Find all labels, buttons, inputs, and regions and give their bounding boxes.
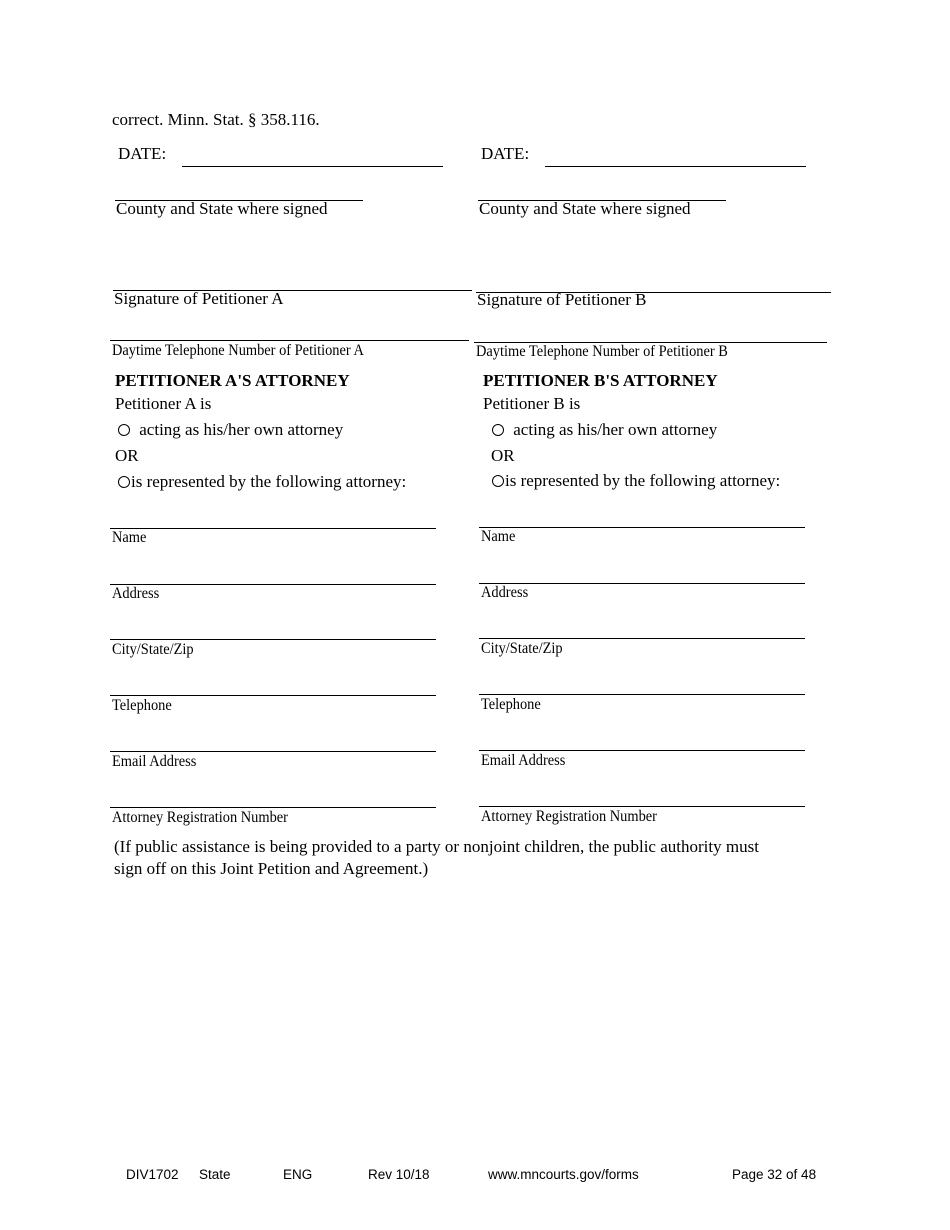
- option-represented-label-b: is represented by the following attorney:: [505, 471, 781, 490]
- radio-own-attorney-a[interactable]: [118, 424, 130, 436]
- attorney-name-label-b: Name: [481, 528, 516, 545]
- signature-label-a: Signature of Petitioner A: [114, 289, 284, 308]
- footer-language: ENG: [283, 1167, 313, 1182]
- option-own-b[interactable]: [492, 420, 717, 440]
- or-label-b: OR: [491, 446, 515, 465]
- footer-revision: Rev 10/18: [368, 1167, 430, 1182]
- attorney-registration-field-a[interactable]: [110, 807, 436, 808]
- radio-represented-b[interactable]: [492, 475, 504, 487]
- attorney-telephone-label-b: Telephone: [481, 696, 541, 713]
- attorney-address-label-b: Address: [481, 584, 529, 601]
- attorney-address-label-a: Address: [112, 585, 160, 602]
- phone-label-a: Daytime Telephone Number of Petitioner A: [112, 342, 364, 359]
- attorney-telephone-label-a: Telephone: [112, 697, 172, 714]
- option-represented-label-a: is represented by the following attorney:: [131, 472, 407, 491]
- attorney-email-field-b[interactable]: [479, 750, 805, 751]
- public-assistance-note-line2: sign off on this Joint Petition and Agreement.): [114, 859, 429, 878]
- petitioner-is-b: Petitioner B is: [483, 394, 581, 413]
- footer-page-number: Page 32 of 48: [732, 1167, 817, 1182]
- attorney-city-field-b[interactable]: [479, 638, 805, 639]
- phone-label-b: Daytime Telephone Number of Petitioner B: [476, 343, 728, 360]
- county-label-a: County and State where signed: [116, 199, 328, 218]
- option-represented-a[interactable]: [118, 472, 406, 492]
- footer-jurisdiction: State: [199, 1167, 231, 1182]
- date-label-a: DATE:: [118, 144, 167, 163]
- signature-label-b: Signature of Petitioner B: [477, 290, 647, 309]
- public-assistance-note-line1: (If public assistance is being provided to a party or nonjoint children, the public authority must: [114, 837, 759, 856]
- attorney-email-label-a: Email Address: [112, 753, 197, 770]
- attorney-name-label-a: Name: [112, 529, 147, 546]
- attorney-heading-b: PETITIONER B'S ATTORNEY: [483, 371, 718, 390]
- attorney-registration-label-a: Attorney Registration Number: [112, 809, 288, 826]
- option-own-a[interactable]: [118, 420, 343, 440]
- date-field-a[interactable]: [182, 166, 443, 167]
- attorney-name-field-b[interactable]: [479, 527, 805, 528]
- attorney-telephone-field-b[interactable]: [479, 694, 805, 695]
- option-own-label-b: acting as his/her own attorney: [513, 420, 718, 439]
- attorney-heading-a: PETITIONER A'S ATTORNEY: [115, 371, 350, 390]
- attorney-name-field-a[interactable]: [110, 528, 436, 529]
- petitioner-is-a: Petitioner A is: [115, 394, 212, 413]
- option-own-label-a: acting as his/her own attorney: [139, 420, 344, 439]
- date-field-b[interactable]: [545, 166, 806, 167]
- footer-website[interactable]: www.mncourts.gov/forms: [488, 1167, 639, 1182]
- radio-represented-a[interactable]: [118, 476, 130, 488]
- attorney-registration-field-b[interactable]: [479, 806, 805, 807]
- attorney-telephone-field-a[interactable]: [110, 695, 436, 696]
- top-text: correct. Minn. Stat. § 358.116.: [112, 110, 320, 129]
- option-represented-b[interactable]: [492, 471, 780, 491]
- or-label-a: OR: [115, 446, 139, 465]
- attorney-registration-label-b: Attorney Registration Number: [481, 808, 657, 825]
- attorney-email-field-a[interactable]: [110, 751, 436, 752]
- attorney-city-label-a: City/State/Zip: [112, 641, 194, 658]
- county-label-b: County and State where signed: [479, 199, 691, 218]
- attorney-city-label-b: City/State/Zip: [481, 640, 563, 657]
- attorney-city-field-a[interactable]: [110, 639, 436, 640]
- footer-form-id: DIV1702: [126, 1167, 179, 1182]
- attorney-email-label-b: Email Address: [481, 752, 566, 769]
- date-label-b: DATE:: [481, 144, 530, 163]
- phone-field-a[interactable]: [110, 340, 469, 341]
- radio-own-attorney-b[interactable]: [492, 424, 504, 436]
